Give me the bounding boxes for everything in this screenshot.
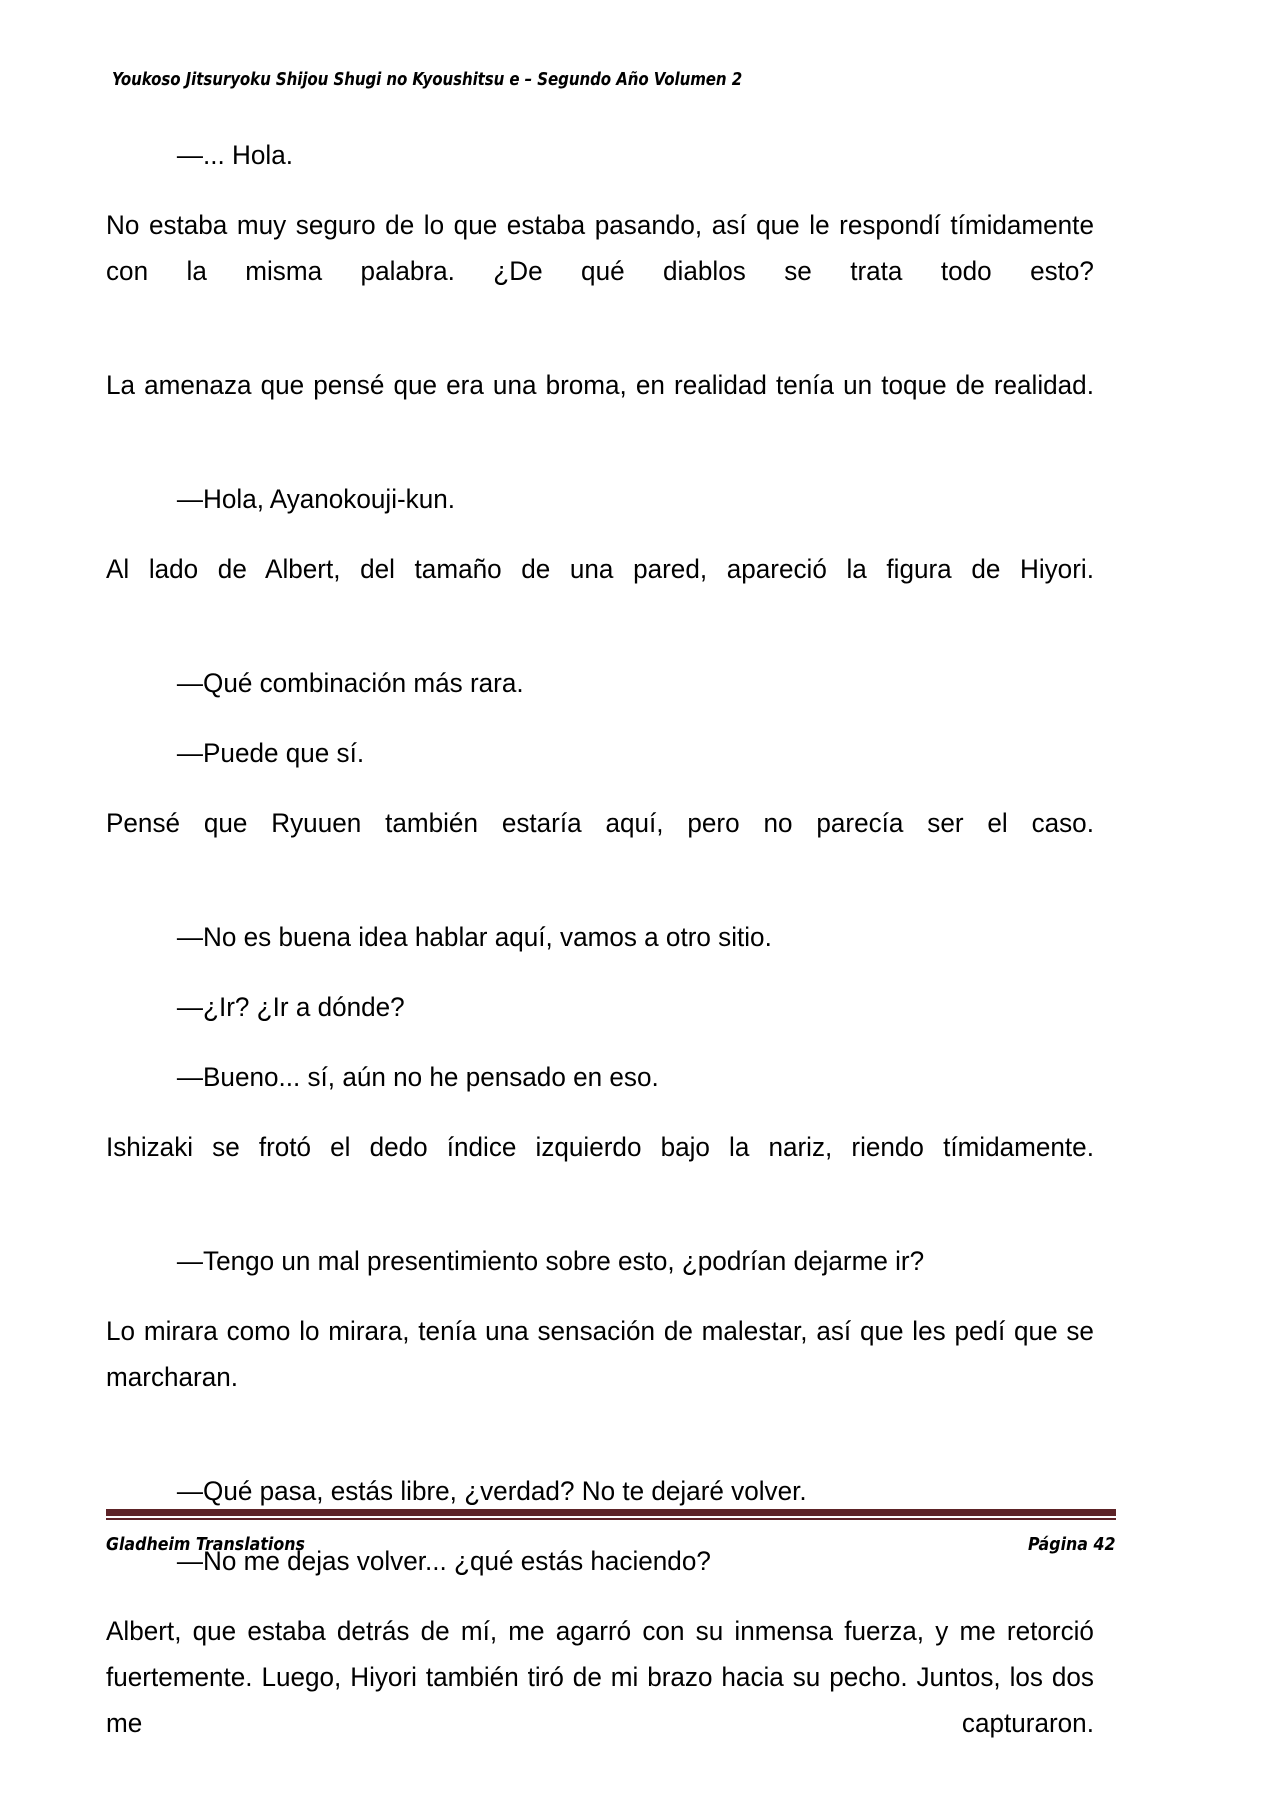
footer-page-number: Página 42 (1028, 1534, 1116, 1555)
dialogue-line: —No es buena idea hablar aquí, vamos a otro sitio. (176, 922, 772, 952)
narration-paragraph: No estaba muy seguro de lo que estaba pasando, así que le respondí tímidamente con la misma palabra. ¿De qué diablos se trata todo esto? (106, 210, 1094, 286)
dialogue-line: —No me dejas volver... ¿qué estás haciendo? (176, 1546, 711, 1576)
dialogue-line: —Tengo un mal presentimiento sobre esto, ¿podrían dejarme ir? (176, 1246, 925, 1276)
dialogue-line: —Qué combinación más rara. (176, 668, 524, 698)
dialogue-line: —Hola, Ayanokouji-kun. (176, 484, 456, 514)
narration-paragraph: Albert, que estaba detrás de mí, me agarró con su inmensa fuerza, y me retorció fuertemente. Luego, Hiyori también tiró de mi brazo hacia su pecho. Juntos, los dos me capturaron. (106, 1616, 1094, 1738)
narration-paragraph: Pensé que Ryuuen también estaría aquí, pero no parecía ser el caso. (106, 808, 1094, 838)
dialogue-line: —... Hola. (176, 140, 293, 170)
header-title: Youkoso Jitsuryoku Shijou Shugi no Kyoushitsu e – Segundo Año Volumen 2 (112, 70, 743, 90)
dialogue-line: —Qué pasa, estás libre, ¿verdad? No te dejaré volver. (176, 1476, 807, 1506)
footer-translator-credit: Gladheim Translations (106, 1534, 305, 1555)
footer-rule-thick (106, 1509, 1116, 1516)
dialogue-line: —Bueno... sí, aún no he pensado en eso. (176, 1062, 659, 1092)
page-footer (106, 1508, 1116, 1555)
footer-rule-thin (106, 1518, 1116, 1520)
narration-paragraph: Al lado de Albert, del tamaño de una pared, apareció la figura de Hiyori. (106, 554, 1094, 584)
document-body (106, 132, 1109, 1814)
narration-paragraph: La amenaza que pensé que era una broma, en realidad tenía un toque de realidad. (106, 370, 1094, 400)
narration-paragraph: Lo mirara como lo mirara, tenía una sensación de malestar, así que les pedí que se marcharan. (106, 1316, 1094, 1392)
narration-paragraph: Ishizaki se frotó el dedo índice izquierdo bajo la nariz, riendo tímidamente. (106, 1132, 1094, 1162)
dialogue-line: —Puede que sí. (176, 738, 365, 768)
footer-row (106, 1534, 1116, 1555)
dialogue-line: —¿Ir? ¿Ir a dónde? (176, 992, 405, 1022)
page-header (112, 70, 1162, 90)
